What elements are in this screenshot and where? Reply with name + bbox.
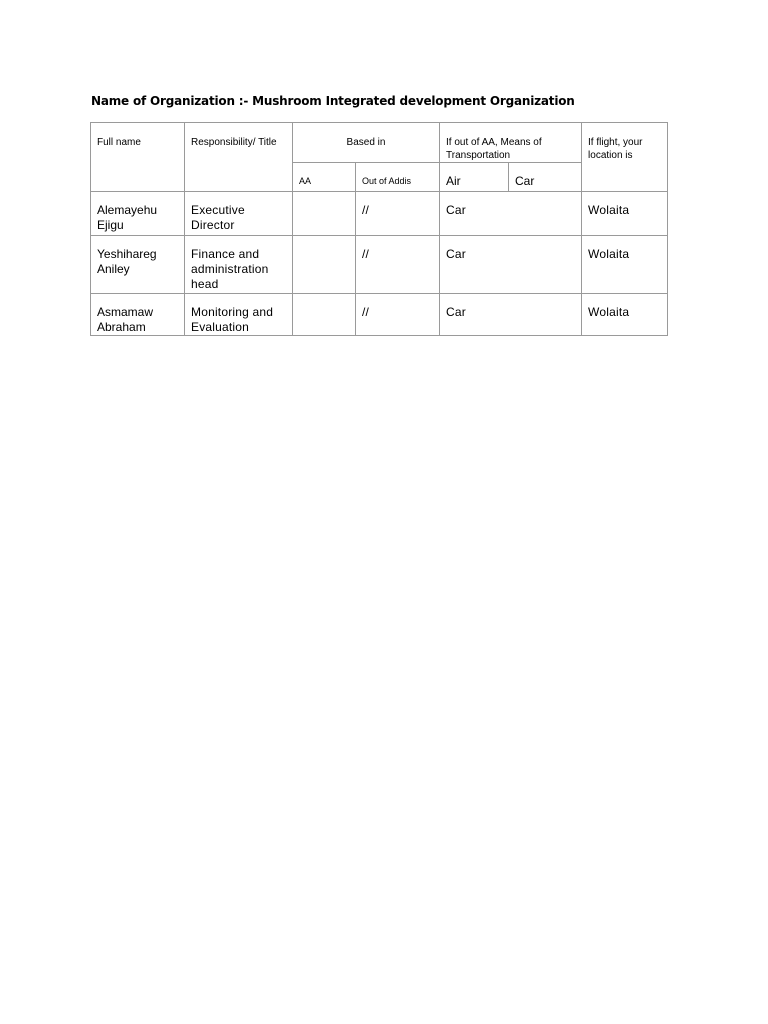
- row-aa: [293, 236, 356, 294]
- table-row: [91, 192, 668, 236]
- row-aa: [293, 294, 356, 336]
- row-name: Alemayehu Ejigu: [91, 192, 185, 236]
- subheader-aa: AA: [293, 163, 356, 192]
- header-means-of-transportation: If out of AA, Means of Transportation: [440, 123, 582, 163]
- row-name: Yeshihareg Aniley: [91, 236, 185, 294]
- row-out-of-addis: //: [356, 192, 440, 236]
- subheader-out-of-addis: Out of Addis: [356, 163, 440, 192]
- subheader-car: Car: [509, 163, 582, 192]
- row-title: Executive Director: [185, 192, 293, 236]
- row-aa: [293, 192, 356, 236]
- staff-table: [90, 122, 668, 336]
- header-responsibility: Responsibility/ Title: [185, 123, 293, 192]
- row-title: Monitoring and Evaluation: [185, 294, 293, 336]
- row-location: Wolaita: [582, 236, 668, 294]
- row-location: Wolaita: [582, 294, 668, 336]
- row-means: Car: [440, 236, 582, 294]
- header-row: [91, 123, 668, 163]
- row-means: Car: [440, 294, 582, 336]
- header-based-in: Based in: [293, 123, 440, 163]
- row-out-of-addis: //: [356, 294, 440, 336]
- row-name: Asmamaw Abraham: [91, 294, 185, 336]
- header-full-name: Full name: [91, 123, 185, 192]
- row-location: Wolaita: [582, 192, 668, 236]
- table-row: [91, 294, 668, 336]
- header-flight-location: If flight, your location is: [582, 123, 668, 192]
- organization-heading: Name of Organization :- Mushroom Integrated development Organization: [91, 94, 575, 108]
- subheader-air: Air: [440, 163, 509, 192]
- row-title: Finance and administration head: [185, 236, 293, 294]
- row-out-of-addis: //: [356, 236, 440, 294]
- row-means: Car: [440, 192, 582, 236]
- table-row: [91, 236, 668, 294]
